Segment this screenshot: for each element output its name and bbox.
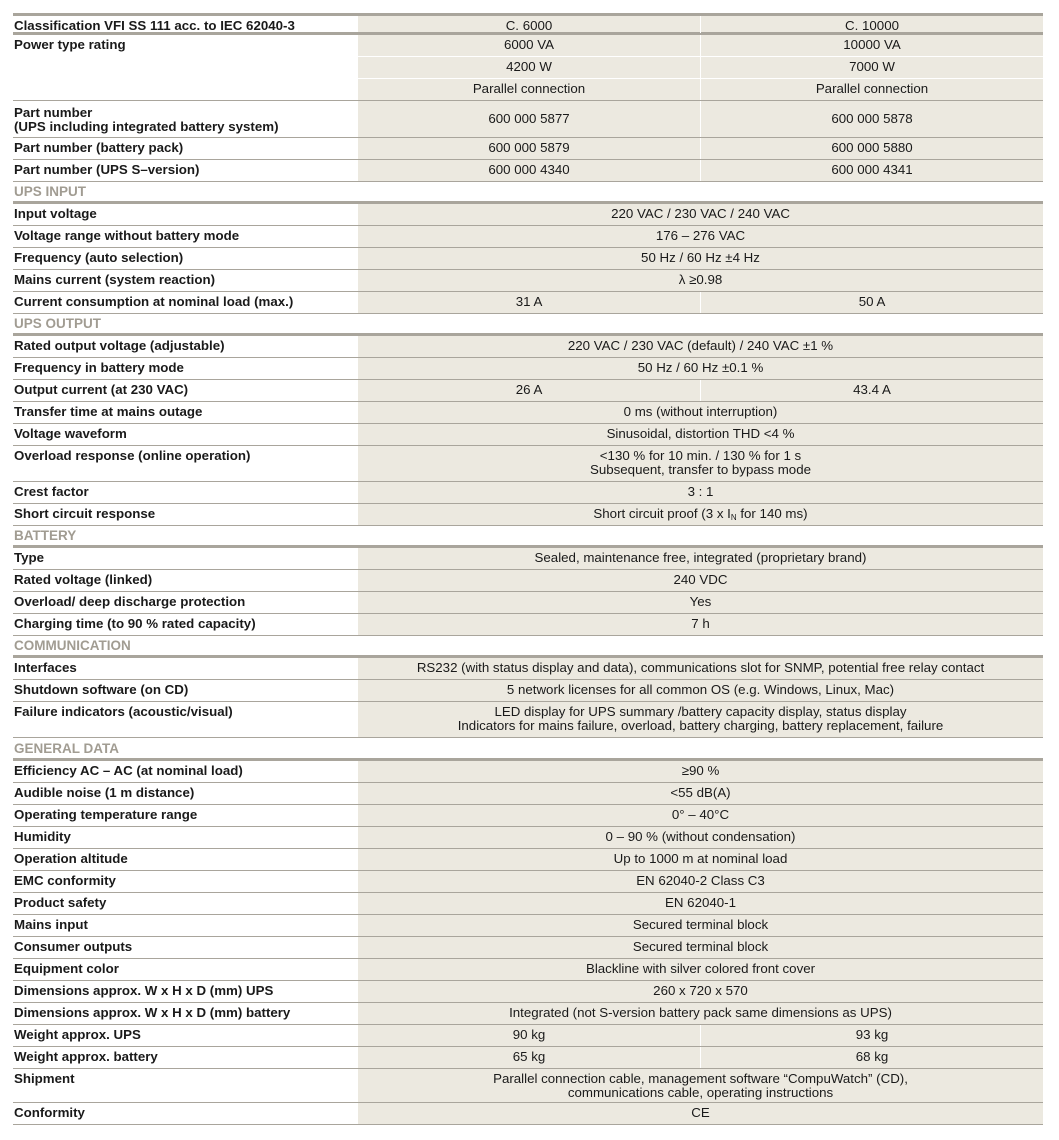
spec-row (13, 1103, 1043, 1125)
spec-row (13, 702, 1043, 738)
spec-value: RS232 (with status display and data), communications slot for SNMP, potential free relay contact (416, 660, 985, 675)
spec-label: Input voltage (13, 204, 358, 225)
spec-value: Sinusoidal, distortion THD <4 % (606, 426, 795, 441)
spec-row (13, 981, 1043, 1003)
spec-label: Short circuit response (13, 504, 358, 525)
spec-value: 3 : 1 (687, 484, 714, 499)
spec-row (13, 358, 1043, 380)
spec-value: EN 62040-1 (665, 895, 736, 910)
spec-label: Classification VFI SS 111 acc. to IEC 62040-3 (13, 16, 358, 32)
spec-label: Output current (at 230 VAC) (13, 380, 358, 401)
section-general-data: GENERAL DATA (13, 739, 1043, 761)
spec-value (358, 1069, 1043, 1102)
spec-value: 50 A (700, 292, 1043, 313)
spec-row (13, 783, 1043, 805)
spec-label: Failure indicators (acoustic/visual) (13, 702, 358, 737)
spec-label: Type (13, 548, 358, 569)
spec-row (13, 482, 1043, 504)
spec-label: Rated output voltage (adjustable) (13, 336, 358, 357)
spec-row (13, 1003, 1043, 1025)
spec-row (13, 504, 1043, 526)
spec-value: Up to 1000 m at nominal load (613, 851, 788, 866)
spec-label: Consumer outputs (13, 937, 358, 958)
spec-value: 600 000 5878 (700, 101, 1043, 137)
spec-value-line: Parallel connection cable, management software “CompuWatch” (CD), (493, 1071, 908, 1086)
spec-row-part-number-s-version (13, 160, 1043, 182)
spec-label: Shutdown software (on CD) (13, 680, 358, 701)
model-c10000: C. 10000 (700, 16, 1043, 33)
spec-label-line: Part number (14, 105, 93, 120)
spec-value: Integrated (not S-version battery pack same dimensions as UPS) (509, 1005, 892, 1020)
spec-row-classification (13, 13, 1043, 35)
spec-label: Voltage range without battery mode (13, 226, 358, 247)
spec-row (13, 959, 1043, 981)
spec-row (13, 614, 1043, 636)
spec-row (13, 592, 1043, 614)
spec-value: 43.4 A (700, 380, 1043, 401)
spec-value: 90 kg (512, 1027, 546, 1042)
spec-row (13, 570, 1043, 592)
spec-value: Parallel connection (700, 79, 1043, 100)
spec-value: 600 000 4341 (700, 160, 1043, 181)
spec-label: Frequency in battery mode (13, 358, 358, 379)
spec-value: 4200 W (506, 58, 552, 74)
spec-row (13, 292, 1043, 314)
spec-label: Dimensions approx. W x H x D (mm) battery (13, 1003, 358, 1024)
spec-row (13, 915, 1043, 937)
spec-label: Operating temperature range (13, 805, 358, 826)
spec-label: Crest factor (13, 482, 358, 503)
spec-label: Mains current (system reaction) (13, 270, 358, 291)
spec-row (13, 402, 1043, 424)
spec-value: Blackline with silver colored front cover (585, 961, 816, 976)
spec-row-power-rating (13, 35, 1043, 101)
spec-value: 50 Hz / 60 Hz ±0.1 % (637, 360, 764, 375)
spec-row (13, 761, 1043, 783)
spec-label: Part number (UPS S–version) (13, 160, 358, 181)
spec-value: Secured terminal block (632, 917, 769, 932)
spec-value: 600 000 5879 (488, 140, 570, 155)
spec-value: 26 A (515, 382, 543, 397)
spec-label: Interfaces (13, 658, 358, 679)
spec-value: 5 network licenses for all common OS (e.g. Windows, Linux, Mac) (506, 682, 895, 697)
spec-value-line: communications cable, operating instructions (567, 1085, 834, 1100)
spec-row (13, 937, 1043, 959)
spec-value (358, 446, 1043, 481)
spec-label: EMC conformity (13, 871, 358, 892)
spec-label: Shipment (13, 1069, 358, 1102)
spec-label: Conformity (13, 1103, 358, 1124)
spec-value-line: Subsequent, transfer to bypass mode (589, 462, 811, 477)
spec-row (13, 1069, 1043, 1103)
spec-value: 220 VAC / 230 VAC (default) / 240 VAC ±1 % (567, 338, 834, 353)
spec-label: Product safety (13, 893, 358, 914)
section-ups-output: UPS OUTPUT (13, 314, 1043, 336)
spec-label: Rated voltage (linked) (13, 570, 358, 591)
spec-value: 0° – 40°C (671, 807, 730, 822)
spec-row (13, 204, 1043, 226)
spec-label: Weight approx. battery (13, 1047, 358, 1068)
section-communication: COMMUNICATION (13, 636, 1043, 658)
spec-value: 600 000 4340 (488, 162, 570, 177)
spec-row (13, 424, 1043, 446)
spec-label: Audible noise (1 m distance) (13, 783, 358, 804)
spec-value: 6000 VA (503, 37, 555, 52)
spec-label: Weight approx. UPS (13, 1025, 358, 1046)
spec-value: 0 ms (without interruption) (623, 404, 778, 419)
spec-row (13, 336, 1043, 358)
spec-row (13, 446, 1043, 482)
spec-label: Frequency (auto selection) (13, 248, 358, 269)
spec-label: Dimensions approx. W x H x D (mm) UPS (13, 981, 358, 1002)
spec-value: Short circuit proof (3 x $I_N$ for 140 ms) (593, 506, 808, 522)
spec-label: Part number (battery pack) (13, 138, 358, 159)
spec-row (13, 1047, 1043, 1069)
spec-value: Parallel connection (472, 81, 586, 97)
spec-label: Voltage waveform (13, 424, 358, 445)
spec-row (13, 871, 1043, 893)
spec-value (358, 702, 1043, 737)
spec-value: 93 kg (700, 1025, 1043, 1046)
spec-value: 50 Hz / 60 Hz ±4 Hz (641, 250, 760, 265)
spec-label: Mains input (13, 915, 358, 936)
spec-value: 7000 W (700, 57, 1043, 79)
spec-value: 7 h (691, 616, 710, 631)
spec-value: λ ≥0.98 (678, 272, 723, 287)
spec-value: 0 – 90 % (without condensation) (605, 829, 796, 844)
spec-value: <55 dB(A) (670, 785, 731, 800)
spec-value: 600 000 5877 (488, 111, 570, 126)
spec-value: 31 A (515, 294, 543, 309)
spec-value-line: <130 % for 10 min. / 130 % for 1 s (599, 448, 802, 463)
spec-value-line: LED display for UPS summary /battery capacity display, status display (494, 704, 907, 719)
spec-value: 176 – 276 VAC (655, 228, 746, 243)
spec-label: Charging time (to 90 % rated capacity) (13, 614, 358, 635)
spec-label: Equipment color (13, 959, 358, 980)
spec-row-part-number-battery (13, 138, 1043, 160)
spec-label: Humidity (13, 827, 358, 848)
spec-label-line: (UPS including integrated battery system) (14, 119, 279, 134)
section-ups-input: UPS INPUT (13, 182, 1043, 204)
spec-value: 65 kg (512, 1049, 546, 1064)
spec-row (13, 226, 1043, 248)
spec-value: Secured terminal block (632, 939, 769, 954)
spec-row (13, 680, 1043, 702)
spec-row (13, 849, 1043, 871)
spec-value: 600 000 5880 (700, 138, 1043, 159)
spec-label: Current consumption at nominal load (max.) (13, 292, 358, 313)
spec-row (13, 380, 1043, 402)
spec-value: 68 kg (700, 1047, 1043, 1068)
spec-row (13, 270, 1043, 292)
spec-row (13, 548, 1043, 570)
spec-label: Transfer time at mains outage (13, 402, 358, 423)
spec-label (13, 101, 358, 137)
spec-value: 260 x 720 x 570 (653, 983, 748, 998)
spec-value: 10000 VA (700, 35, 1043, 56)
spec-value: ≥90 % (681, 763, 720, 778)
spec-value: CE (691, 1105, 710, 1120)
spec-row (13, 893, 1043, 915)
model-c6000: C. 6000 (505, 18, 553, 33)
spec-value: Sealed, maintenance free, integrated (proprietary brand) (534, 550, 867, 565)
spec-row (13, 1025, 1043, 1047)
spec-row-part-number-ups (13, 101, 1043, 138)
spec-row (13, 805, 1043, 827)
spec-value: 220 VAC / 230 VAC / 240 VAC (611, 206, 790, 221)
spec-table (13, 13, 1043, 1125)
spec-value: 240 VDC (673, 572, 728, 587)
section-battery: BATTERY (13, 526, 1043, 548)
spec-row (13, 658, 1043, 680)
spec-value: EN 62040-2 Class C3 (636, 873, 765, 888)
spec-label: Operation altitude (13, 849, 358, 870)
spec-row (13, 248, 1043, 270)
spec-value: Yes (689, 594, 712, 609)
spec-label: Efficiency AC – AC (at nominal load) (13, 761, 358, 782)
spec-label: Overload response (online operation) (13, 446, 358, 481)
spec-label: Overload/ deep discharge protection (13, 592, 358, 613)
spec-value-line: Indicators for mains failure, overload, battery charging, battery replacement, failure (457, 718, 944, 733)
spec-row (13, 827, 1043, 849)
spec-label: Power type rating (13, 35, 358, 100)
